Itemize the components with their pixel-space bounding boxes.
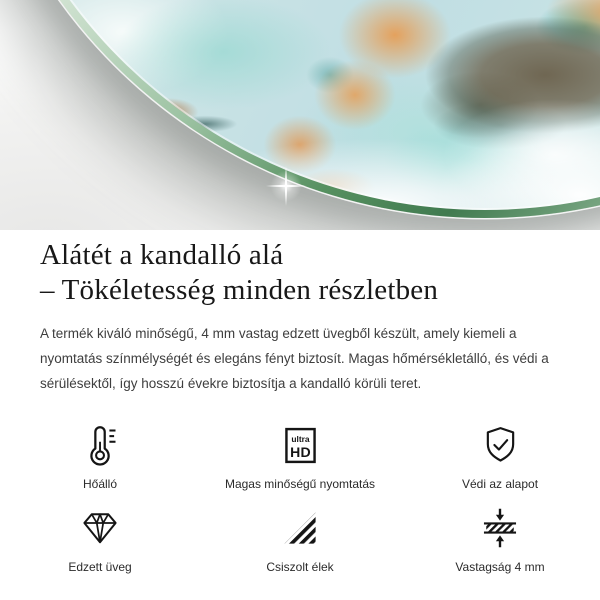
feature-label: Csiszolt élek [266, 560, 334, 574]
feature-heat-resistant [0, 422, 200, 491]
page-title-line-1: Alátét a kandalló alá [40, 239, 284, 271]
feature-label: Edzett üveg [68, 560, 132, 574]
ultra-hd-icon-text-bottom: HD [289, 443, 311, 460]
thermometer-icon [78, 422, 123, 468]
page-title-line-2: – Tökéletesség minden részletben [40, 274, 439, 306]
feature-label: Védi az alapot [461, 477, 539, 491]
feature-thickness [400, 505, 600, 574]
product-text-section [0, 230, 600, 574]
ultra-hd-icon [278, 422, 323, 468]
diamond-icon [78, 505, 122, 551]
product-image [0, 0, 600, 230]
ultra-hd-icon-text-top: ultra [290, 433, 310, 444]
feature-label: Magas minőségű nyomtatás [224, 477, 376, 491]
page-title [40, 238, 560, 308]
product-description: A termék kiváló minőségű, 4 mm vastag edzett üvegből készült, amely kiemeli a nyomtatás színmélységét és elegáns fényt biztosít. Magas hőmérsékletálló, és védi a sérülésektől, így hosszú évekre biztosítja a kandalló körüli teret. [40, 326, 549, 391]
polished-edges-icon [278, 505, 322, 551]
thickness-icon [478, 505, 522, 551]
sparkle-highlight [266, 166, 306, 206]
feature-protects-base [400, 422, 600, 491]
feature-high-quality-print [200, 422, 400, 491]
feature-label: Hőálló [82, 477, 118, 491]
shield-check-icon [478, 422, 523, 468]
feature-tempered-glass [0, 505, 200, 574]
feature-polished-edges [200, 505, 400, 574]
feature-label: Vastagság 4 mm [455, 560, 545, 574]
features-grid [0, 422, 600, 574]
